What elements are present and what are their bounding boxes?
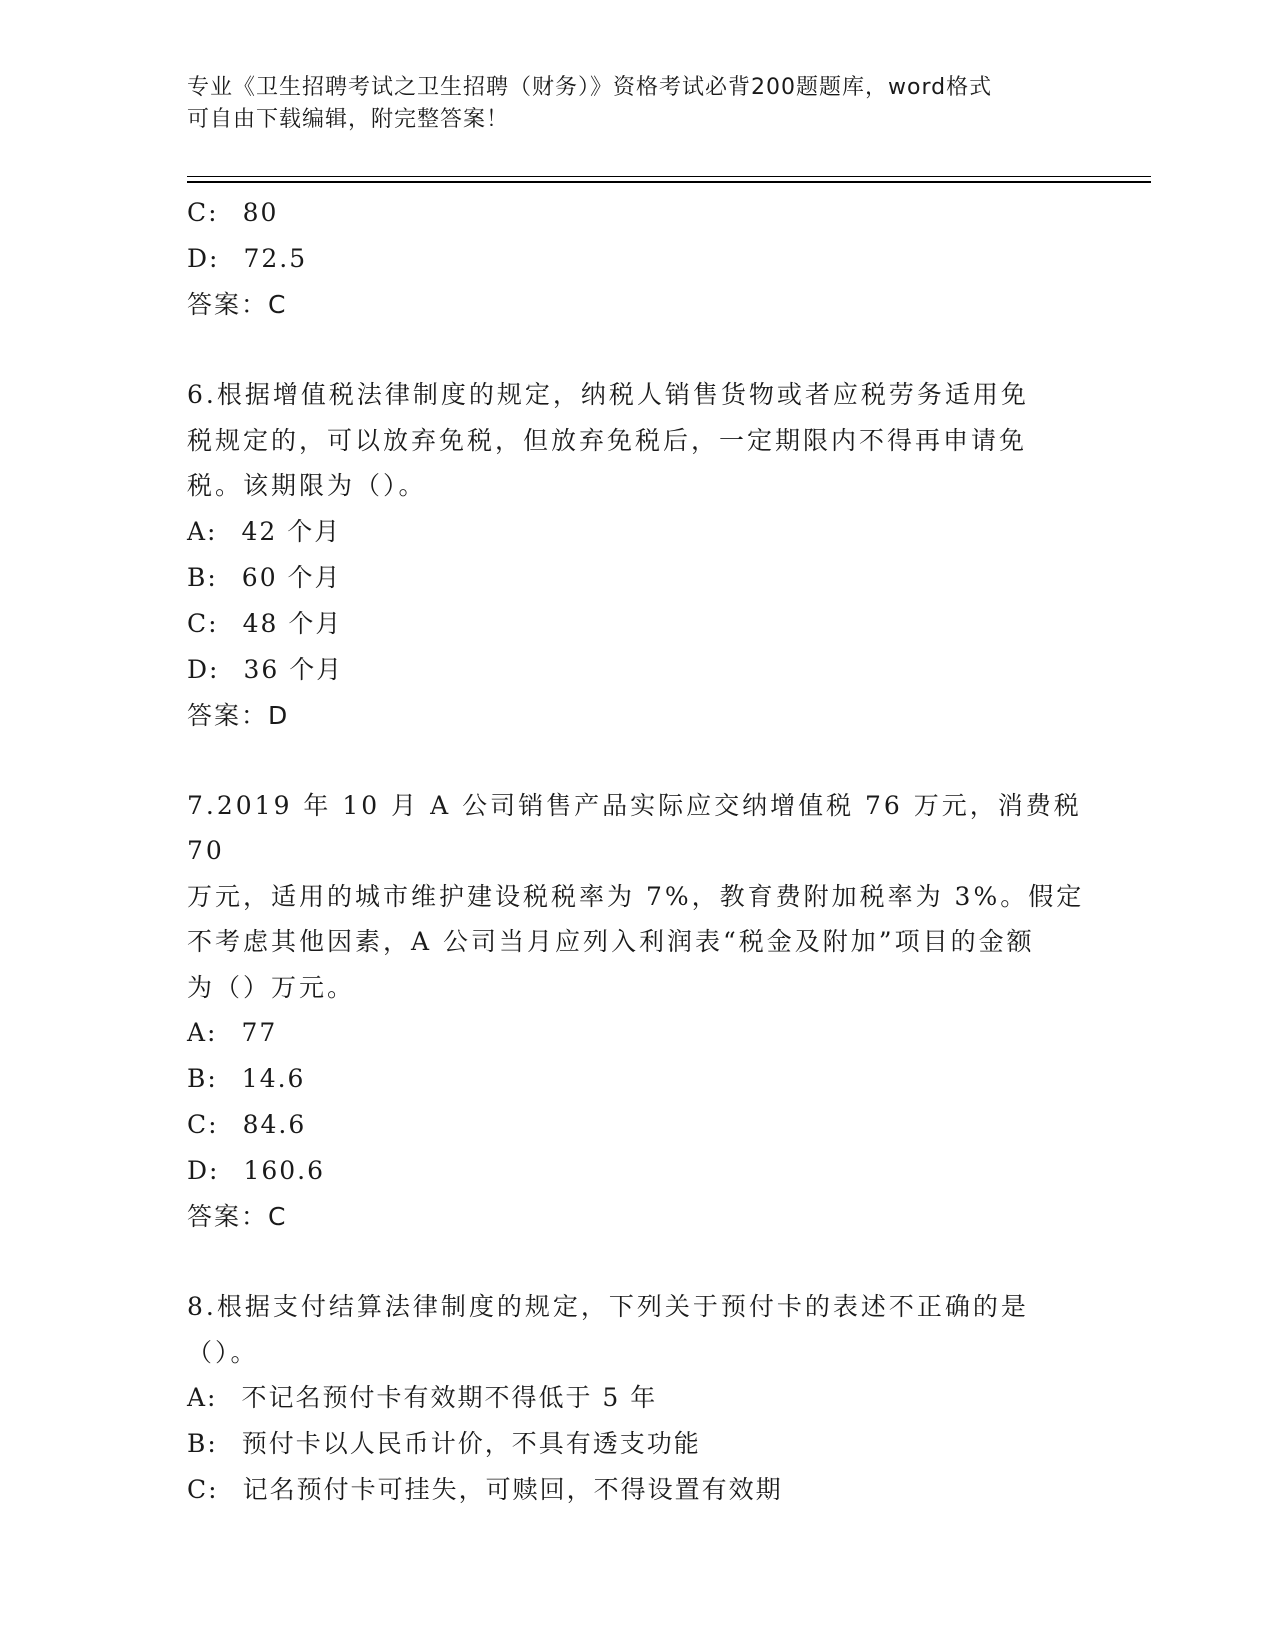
option-letter: A: (187, 1018, 218, 1047)
option-letter: C: (187, 198, 219, 227)
option-c (187, 1467, 1087, 1513)
stem-line: 6.根据增值税法律制度的规定，纳税人销售货物或者应税劳务适用免 (187, 380, 1029, 409)
stem-line: 税规定的，可以放弃免税，但放弃免税后，一定期限内不得再申请免 (187, 425, 1028, 455)
option-text: 记名预付卡可挂失，可赎回，不得设置有效期 (242, 1475, 783, 1504)
header-line-2: 可自由下载编辑，附完整答案！ (187, 107, 510, 132)
stem-line: 万元，适用的城市维护建设税税率为 7%，教育费附加税率为 3%。假定 (187, 881, 1085, 911)
question-content (187, 190, 1087, 1513)
stem-line: 7.2019 年 10 月 A 公司销售产品实际应交纳增值税 76 万元，消费税 70 (187, 790, 1082, 865)
option-letter: D: (187, 654, 220, 684)
option-text: 84.6 (242, 1110, 307, 1139)
option-text: 160.6 (243, 1156, 326, 1185)
option-a (187, 1010, 1087, 1056)
option-text: 48 个月 (242, 608, 343, 638)
option-text: 80 (242, 198, 279, 227)
option-letter: B: (187, 562, 218, 592)
option-letter: D: (187, 244, 220, 273)
option-letter: A: (187, 516, 218, 546)
previous-question-tail (187, 190, 1087, 328)
answer-line: 答案：C (187, 290, 288, 319)
page-header (187, 72, 1087, 136)
option-letter: D: (187, 1156, 220, 1185)
option-c (187, 601, 1087, 647)
option-text: 不记名预付卡有效期不得低于 5 年 (241, 1383, 658, 1412)
header-line-1: 专业《卫生招聘考试之卫生招聘（财务）》资格考试必背200题题库，word格式 (187, 75, 993, 100)
option-d (187, 647, 1087, 693)
option-text: 60 个月 (241, 562, 342, 592)
answer-line: 答案：C (187, 1202, 288, 1231)
option-letter: A: (187, 1383, 218, 1412)
stem-line: 税。该期限为（）。 (187, 471, 427, 500)
stem-line: （）。 (187, 1337, 259, 1367)
question-6 (187, 372, 1087, 739)
answer-line: 答案：D (187, 700, 290, 730)
option-b (187, 1421, 1087, 1467)
option-letter: C: (187, 608, 219, 638)
option-b (187, 1056, 1087, 1102)
question-stem (187, 372, 1087, 509)
option-a (187, 509, 1087, 555)
option-text: 72.5 (243, 244, 308, 273)
option-c (187, 190, 1087, 236)
stem-line: 8.根据支付结算法律制度的规定，下列关于预付卡的表述不正确的是 (187, 1292, 1029, 1321)
option-text: 42 个月 (241, 516, 342, 546)
question-8 (187, 1284, 1087, 1513)
question-stem (187, 1284, 1087, 1375)
question-stem (187, 783, 1087, 1011)
option-letter: C: (187, 1475, 219, 1504)
option-b (187, 555, 1087, 601)
option-text: 36 个月 (243, 654, 344, 684)
option-d (187, 236, 1087, 282)
option-text: 14.6 (241, 1064, 306, 1093)
header-divider-thin (187, 176, 1151, 177)
question-7 (187, 783, 1087, 1241)
header-divider-thick (187, 181, 1151, 183)
option-text: 77 (241, 1018, 278, 1047)
stem-line: 为（）万元。 (187, 972, 356, 1002)
option-text: 预付卡以人民币计价，不具有透支功能 (241, 1429, 701, 1458)
option-c (187, 1102, 1087, 1148)
option-d (187, 1148, 1087, 1194)
option-letter: B: (187, 1064, 218, 1093)
option-a (187, 1375, 1087, 1421)
stem-line: 不考虑其他因素，A 公司当月应列入利润表“税金及附加”项目的金额 (187, 927, 1035, 956)
option-letter: B: (187, 1429, 218, 1458)
option-letter: C: (187, 1110, 219, 1139)
